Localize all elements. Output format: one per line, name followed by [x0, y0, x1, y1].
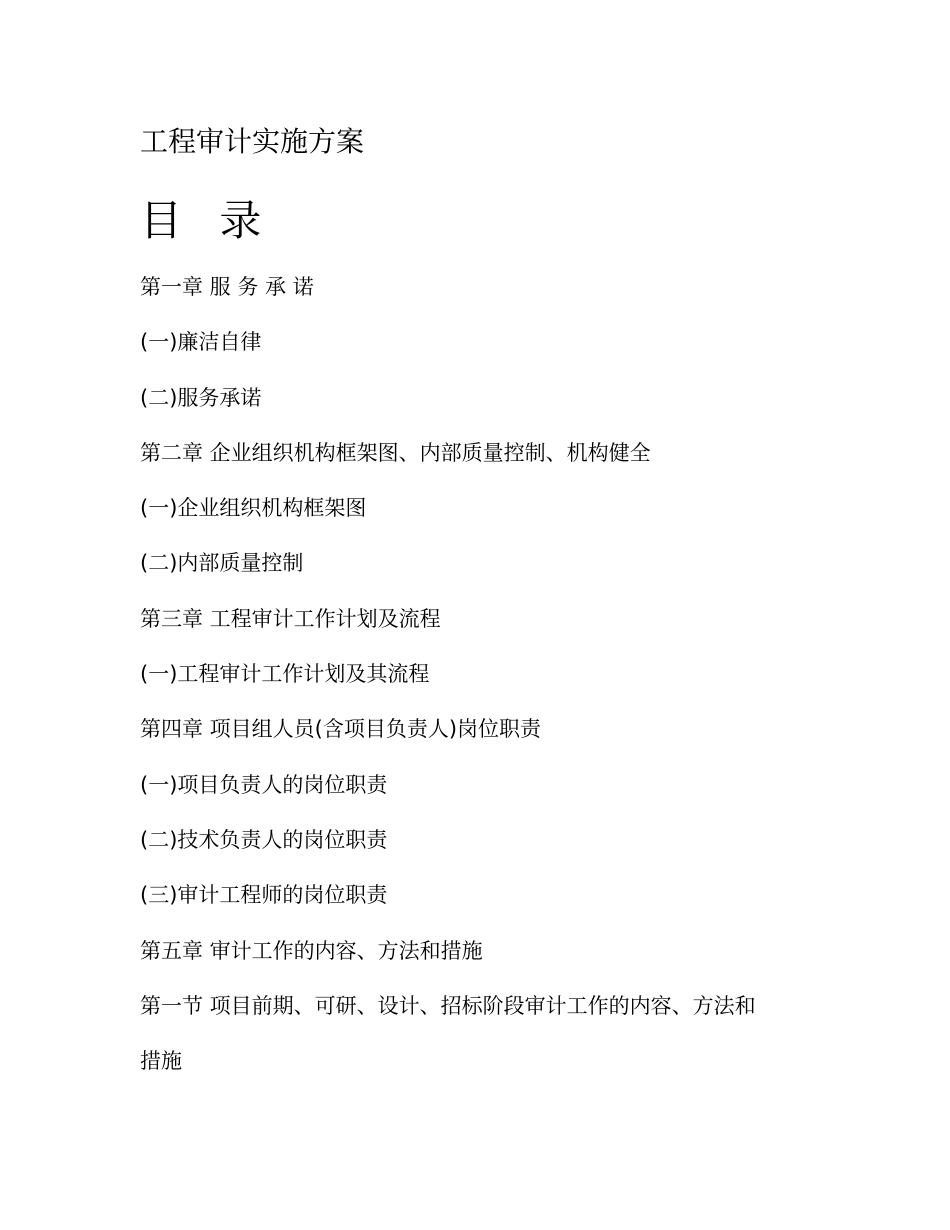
toc-chapter-3: 第三章 工程审计工作计划及流程 [140, 606, 441, 631]
toc-item-4-2: (二)技术负责人的岗位职责 [140, 827, 388, 852]
toc-chapter-2: 第二章 企业组织机构框架图、内部质量控制、机构健全 [140, 440, 651, 465]
toc-item-3-1: (一)工程审计工作计划及其流程 [140, 662, 430, 687]
toc-chapter-4: 第四章 项目组人员(含项目负责人)岗位职责 [140, 717, 542, 742]
toc-item-4-3: (三)审计工程师的岗位职责 [140, 883, 388, 908]
toc-item-1-1: (一)廉洁自律 [140, 330, 262, 355]
toc-section-5-1-continued: 措施 [140, 1049, 182, 1074]
document-title: 工程审计实施方案 [140, 125, 365, 158]
toc-heading: 目 录 [140, 196, 274, 245]
toc-item-2-1: (一)企业组织机构框架图 [140, 496, 367, 521]
table-of-contents [140, 270, 820, 1099]
toc-item-2-2: (二)内部质量控制 [140, 551, 304, 576]
toc-item-1-2: (二)服务承诺 [140, 385, 262, 410]
toc-item-4-1: (一)项目负责人的岗位职责 [140, 772, 388, 797]
toc-chapter-1: 第一章 服 务 承 诺 [140, 275, 314, 299]
toc-chapter-5: 第五章 审计工作的内容、方法和措施 [140, 938, 483, 963]
toc-section-5-1: 第一节 项目前期、可研、设计、招标阶段审计工作的内容、方法和 [140, 993, 756, 1018]
